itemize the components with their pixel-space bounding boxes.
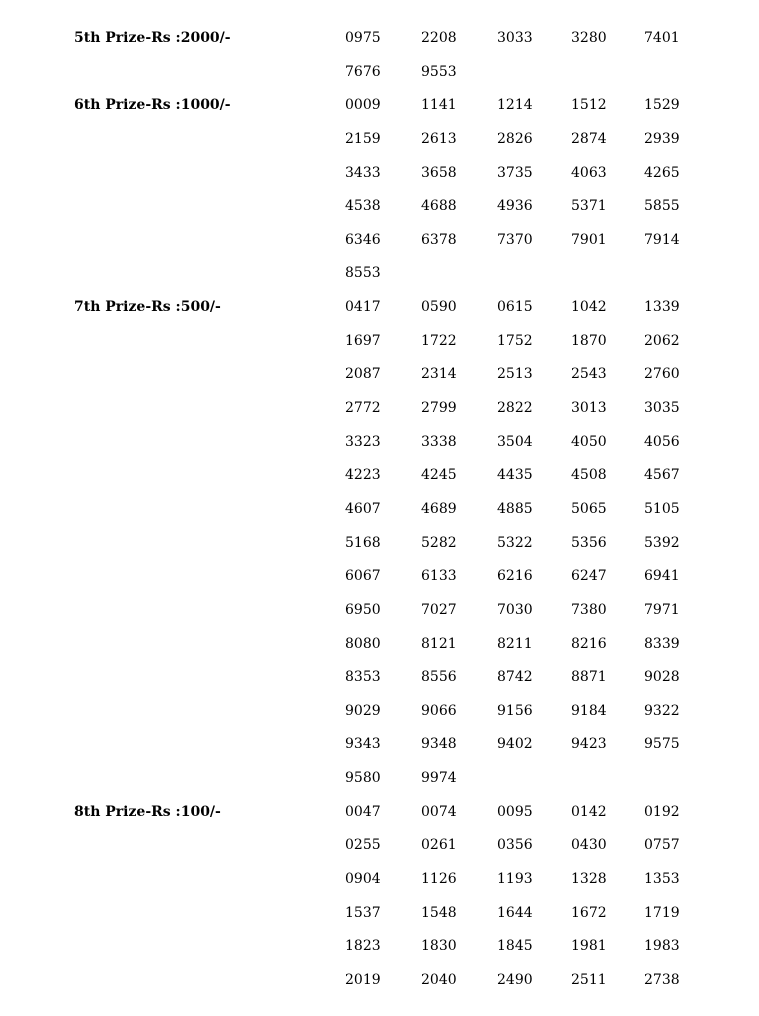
winning-number: 3504 (497, 433, 533, 450)
winning-number: 0430 (571, 837, 607, 854)
winning-number: 6133 (421, 568, 457, 585)
prize-row (0, 930, 759, 964)
winning-number: 9974 (421, 770, 457, 787)
winning-number: 4056 (644, 433, 680, 450)
winning-number: 1983 (644, 938, 680, 955)
prize-row (0, 897, 759, 931)
winning-number: 7914 (644, 231, 680, 248)
winning-number: 6950 (345, 601, 381, 618)
winning-number: 6247 (571, 568, 607, 585)
winning-number: 5105 (644, 500, 680, 517)
prize-row (0, 190, 759, 224)
winning-number: 2738 (644, 971, 680, 988)
winning-number: 4265 (644, 164, 680, 181)
winning-number: 9322 (644, 702, 680, 719)
winning-number: 2822 (497, 400, 533, 417)
winning-number: 5168 (345, 534, 381, 551)
winning-number: 7380 (571, 601, 607, 618)
winning-number: 2939 (644, 130, 680, 147)
winning-number: 3323 (345, 433, 381, 450)
winning-number: 1353 (644, 871, 680, 888)
winning-number: 2490 (497, 971, 533, 988)
prize-row (0, 661, 759, 695)
winning-number: 1823 (345, 938, 381, 955)
winning-number: 3013 (571, 400, 607, 417)
winning-number: 3735 (497, 164, 533, 181)
winning-number: 0095 (497, 803, 533, 820)
prize-row (0, 22, 759, 56)
prize-row (0, 426, 759, 460)
winning-number: 1752 (497, 332, 533, 349)
winning-number: 7370 (497, 231, 533, 248)
winning-number: 0074 (421, 803, 457, 820)
winning-number: 0142 (571, 803, 607, 820)
winning-number: 9580 (345, 770, 381, 787)
winning-number: 5282 (421, 534, 457, 551)
winning-number: 2826 (497, 130, 533, 147)
winning-number: 1042 (571, 299, 607, 316)
winning-number: 5065 (571, 500, 607, 517)
prize-row (0, 728, 759, 762)
winning-number: 2760 (644, 366, 680, 383)
prize-row (0, 829, 759, 863)
winning-number: 1644 (497, 904, 533, 921)
winning-number: 4689 (421, 500, 457, 517)
winning-number: 3033 (497, 30, 533, 46)
prize-row (0, 325, 759, 359)
winning-number: 2874 (571, 130, 607, 147)
winning-number: 9343 (345, 736, 381, 753)
winning-number: 8353 (345, 669, 381, 686)
winning-number: 4508 (571, 467, 607, 484)
winning-number: 9402 (497, 736, 533, 753)
winning-number: 6346 (345, 231, 381, 248)
prize-row (0, 695, 759, 729)
winning-number: 9553 (421, 63, 457, 80)
prize-row (0, 157, 759, 191)
winning-number: 8553 (345, 265, 381, 282)
winning-number: 4245 (421, 467, 457, 484)
winning-number: 7027 (421, 601, 457, 618)
winning-number: 4607 (345, 500, 381, 517)
prize-row (0, 89, 759, 123)
winning-number: 6941 (644, 568, 680, 585)
winning-number: 9156 (497, 702, 533, 719)
prize-results (0, 22, 759, 998)
winning-number: 0975 (345, 30, 381, 46)
prize-row (0, 560, 759, 594)
winning-number: 6067 (345, 568, 381, 585)
winning-number: 3035 (644, 400, 680, 417)
winning-number: 2799 (421, 400, 457, 417)
winning-number: 9028 (644, 669, 680, 686)
prize-row (0, 358, 759, 392)
winning-number: 8871 (571, 669, 607, 686)
prize-label: 7th Prize-Rs :500/- (74, 299, 221, 316)
winning-number: 0261 (421, 837, 457, 854)
winning-number: 1845 (497, 938, 533, 955)
winning-number: 5371 (571, 198, 607, 215)
winning-number: 0192 (644, 803, 680, 820)
winning-number: 6378 (421, 231, 457, 248)
winning-number: 0615 (497, 299, 533, 316)
prize-label: 5th Prize-Rs :2000/- (74, 30, 231, 46)
winning-number: 8339 (644, 635, 680, 652)
prize-label: 6th Prize-Rs :1000/- (74, 97, 231, 114)
winning-number: 2040 (421, 971, 457, 988)
winning-number: 2613 (421, 130, 457, 147)
winning-number: 1193 (497, 871, 533, 888)
winning-number: 0009 (345, 97, 381, 114)
winning-number: 8216 (571, 635, 607, 652)
winning-number: 2511 (571, 971, 607, 988)
winning-number: 8080 (345, 635, 381, 652)
winning-number: 2208 (421, 30, 457, 46)
winning-number: 1719 (644, 904, 680, 921)
winning-number: 1529 (644, 97, 680, 114)
winning-number: 6216 (497, 568, 533, 585)
winning-number: 0255 (345, 837, 381, 854)
winning-number: 3338 (421, 433, 457, 450)
winning-number: 7401 (644, 30, 680, 46)
winning-number: 4885 (497, 500, 533, 517)
winning-number: 1537 (345, 904, 381, 921)
winning-number: 1548 (421, 904, 457, 921)
winning-number: 1830 (421, 938, 457, 955)
prize-row (0, 863, 759, 897)
winning-number: 2087 (345, 366, 381, 383)
winning-number: 8556 (421, 669, 457, 686)
winning-number: 2314 (421, 366, 457, 383)
winning-number: 5855 (644, 198, 680, 215)
winning-number: 8121 (421, 635, 457, 652)
winning-number: 1214 (497, 97, 533, 114)
prize-row (0, 459, 759, 493)
winning-number: 4688 (421, 198, 457, 215)
winning-number: 0417 (345, 299, 381, 316)
winning-number: 3658 (421, 164, 457, 181)
prize-row (0, 527, 759, 561)
winning-number: 2513 (497, 366, 533, 383)
winning-number: 0356 (497, 837, 533, 854)
prize-row (0, 224, 759, 258)
winning-number: 9348 (421, 736, 457, 753)
winning-number: 1328 (571, 871, 607, 888)
winning-number: 7901 (571, 231, 607, 248)
winning-number: 0047 (345, 803, 381, 820)
winning-number: 2019 (345, 971, 381, 988)
winning-number: 1126 (421, 871, 457, 888)
winning-number: 1981 (571, 938, 607, 955)
winning-number: 9423 (571, 736, 607, 753)
prize-row (0, 257, 759, 291)
winning-number: 9184 (571, 702, 607, 719)
winning-number: 1141 (421, 97, 457, 114)
winning-number: 5392 (644, 534, 680, 551)
winning-number: 2543 (571, 366, 607, 383)
winning-number: 3433 (345, 164, 381, 181)
winning-number: 1722 (421, 332, 457, 349)
winning-number: 8742 (497, 669, 533, 686)
winning-number: 0904 (345, 871, 381, 888)
winning-number: 0590 (421, 299, 457, 316)
prize-row (0, 56, 759, 90)
winning-number: 4050 (571, 433, 607, 450)
winning-number: 1672 (571, 904, 607, 921)
winning-number: 7971 (644, 601, 680, 618)
winning-number: 1339 (644, 299, 680, 316)
prize-label: 8th Prize-Rs :100/- (74, 803, 221, 820)
winning-number: 5356 (571, 534, 607, 551)
winning-number: 5322 (497, 534, 533, 551)
winning-number: 4063 (571, 164, 607, 181)
winning-number: 4936 (497, 198, 533, 215)
prize-row (0, 594, 759, 628)
prize-row (0, 392, 759, 426)
winning-number: 1870 (571, 332, 607, 349)
winning-number: 4435 (497, 467, 533, 484)
winning-number: 4538 (345, 198, 381, 215)
winning-number: 2159 (345, 130, 381, 147)
winning-number: 2772 (345, 400, 381, 417)
winning-number: 8211 (497, 635, 533, 652)
winning-number: 2062 (644, 332, 680, 349)
winning-number: 9575 (644, 736, 680, 753)
winning-number: 0757 (644, 837, 680, 854)
winning-number: 9066 (421, 702, 457, 719)
prize-row (0, 964, 759, 998)
prize-row (0, 628, 759, 662)
winning-number: 1697 (345, 332, 381, 349)
prize-row (0, 291, 759, 325)
winning-number: 1512 (571, 97, 607, 114)
prize-row (0, 762, 759, 796)
prize-row (0, 796, 759, 830)
prize-row (0, 123, 759, 157)
winning-number: 9029 (345, 702, 381, 719)
winning-number: 3280 (571, 30, 607, 46)
winning-number: 7676 (345, 63, 381, 80)
winning-number: 4567 (644, 467, 680, 484)
prize-row (0, 493, 759, 527)
winning-number: 4223 (345, 467, 381, 484)
winning-number: 7030 (497, 601, 533, 618)
